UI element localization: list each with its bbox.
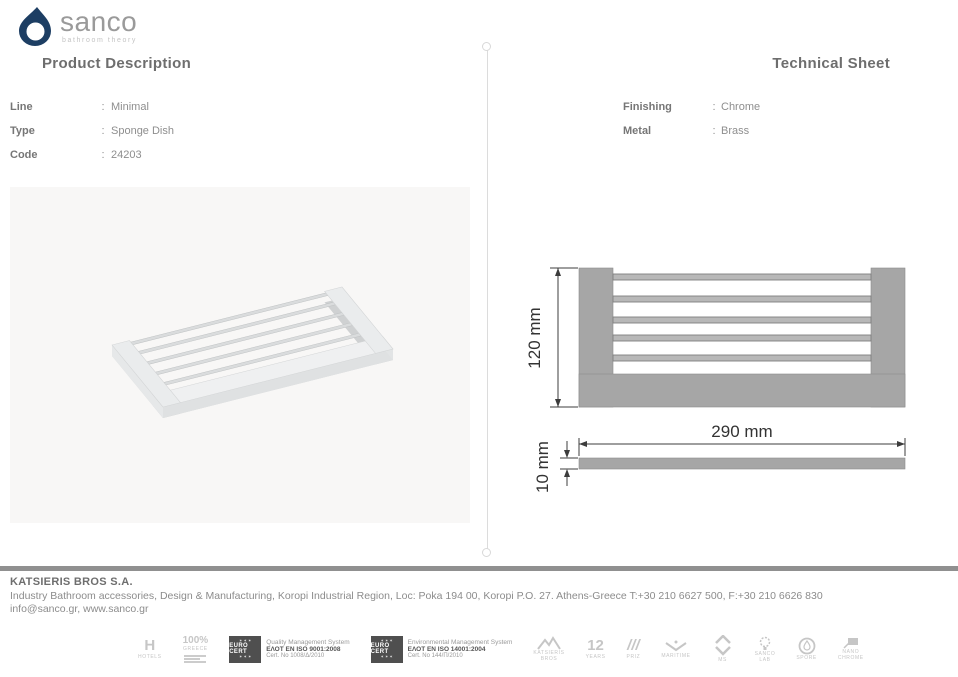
years-badge: 12 YEARS <box>585 636 606 660</box>
hotels-badge: H HOTELS <box>138 636 162 660</box>
field-separator: : <box>712 101 716 113</box>
field-row-code <box>10 149 174 161</box>
panel-divider <box>487 50 488 550</box>
field-row-line <box>10 101 174 113</box>
drawing-bar <box>613 355 871 361</box>
certification-badges-row <box>138 627 928 671</box>
footer-divider-bar <box>0 566 958 571</box>
eurocert-icon: ✶ ✶ ✶ EURO CERT ✶ ✶ ✶ <box>229 636 261 663</box>
field-label: Line <box>10 101 33 113</box>
technical-drawing <box>520 255 950 505</box>
field-value: Chrome <box>721 101 761 113</box>
divider-dot-top <box>482 42 491 51</box>
field-value: Brass <box>721 125 750 137</box>
field-separator: : <box>101 101 105 113</box>
eurocert-icon: ✶ ✶ ✶ EURO CERT ✶ ✶ ✶ <box>371 636 403 663</box>
spore-badge: SPORE <box>796 637 817 662</box>
iso14001-cert: ✶ ✶ ✶ EURO CERT ✶ ✶ ✶ Environmental Management System ΕΛΟΤ EN ISO 14001:2004 Cert. No 144/Π/2010 <box>371 636 513 663</box>
diamond-chevron-icon <box>712 635 734 657</box>
product-render <box>10 187 470 523</box>
field-label: Finishing <box>623 101 672 113</box>
product-fields <box>10 101 174 173</box>
field-label: Code <box>10 149 38 161</box>
drawing-bar <box>613 335 871 341</box>
field-label: Metal <box>623 125 652 137</box>
ms-badge: MS <box>712 635 734 664</box>
footer-company: KATSIERIS BROS S.A. <box>10 576 133 588</box>
brand-tagline: bathroom theory <box>62 37 137 44</box>
iso9001-cert: ✶ ✶ ✶ EURO CERT ✶ ✶ ✶ Quality Management System ΕΛΟΤ EN ISO 9001:2008 Cert. No 1008/Δ/2010 <box>229 636 349 663</box>
technical-sheet-title: Technical Sheet <box>772 55 890 72</box>
field-value: 24203 <box>111 149 142 161</box>
nano-chrome-badge: NANO CHROME <box>838 637 864 662</box>
dim-thickness: 10 mm <box>533 441 552 493</box>
nano-flag-icon <box>842 637 860 649</box>
drawing-bottom-band <box>579 374 905 407</box>
field-separator: : <box>712 125 716 137</box>
field-separator: : <box>101 125 105 137</box>
technical-fields <box>623 101 760 149</box>
field-label: Type <box>10 125 35 137</box>
drawing-bar <box>613 296 871 302</box>
sanco-drop-icon <box>16 6 54 46</box>
dim-width: 290 mm <box>711 422 773 441</box>
product-image-box <box>10 187 470 523</box>
greece-badge: 100% GREECE <box>183 635 209 663</box>
product-description-title: Product Description <box>42 55 192 72</box>
footer-contacts: info@sanco.gr, www.sanco.gr <box>10 603 149 615</box>
field-value: Minimal <box>111 101 149 113</box>
katsieris-badge: KATSIERIS BROS <box>533 636 564 663</box>
hotels-icon: H <box>144 636 156 654</box>
mountains-icon <box>536 636 562 650</box>
drawing-bar <box>613 317 871 323</box>
brand-name: sanco <box>60 6 138 37</box>
greek-flag-icon <box>184 654 206 663</box>
field-value: Sponge Dish <box>111 125 174 137</box>
sanco-logo <box>16 6 137 46</box>
drop-circle-icon <box>798 637 816 655</box>
dim-height: 120 mm <box>525 307 544 369</box>
field-row-finishing <box>623 101 760 113</box>
divider-dot-bottom <box>482 548 491 557</box>
drawing-bar <box>613 274 871 280</box>
sanco-lab-badge: SANCO LAB <box>755 635 776 664</box>
lightbulb-icon <box>757 635 773 651</box>
footer-address: Industry Bathroom accessories, Design & Manufacturing, Koropi Industrial Region, Loc: Poka 194 00, Koropi P.O. 27. Athens-Greece T:+30 210 6627 500, F:+30 210 6626 830 <box>10 590 823 602</box>
field-row-type <box>10 125 174 137</box>
field-row-metal <box>623 125 760 137</box>
seagull-icon <box>663 639 689 653</box>
drawing-side-view <box>579 458 905 469</box>
field-separator: : <box>101 149 105 161</box>
slashes-badge: /// PRIZ <box>626 636 641 660</box>
maritime-badge: MARITIME <box>661 639 690 660</box>
